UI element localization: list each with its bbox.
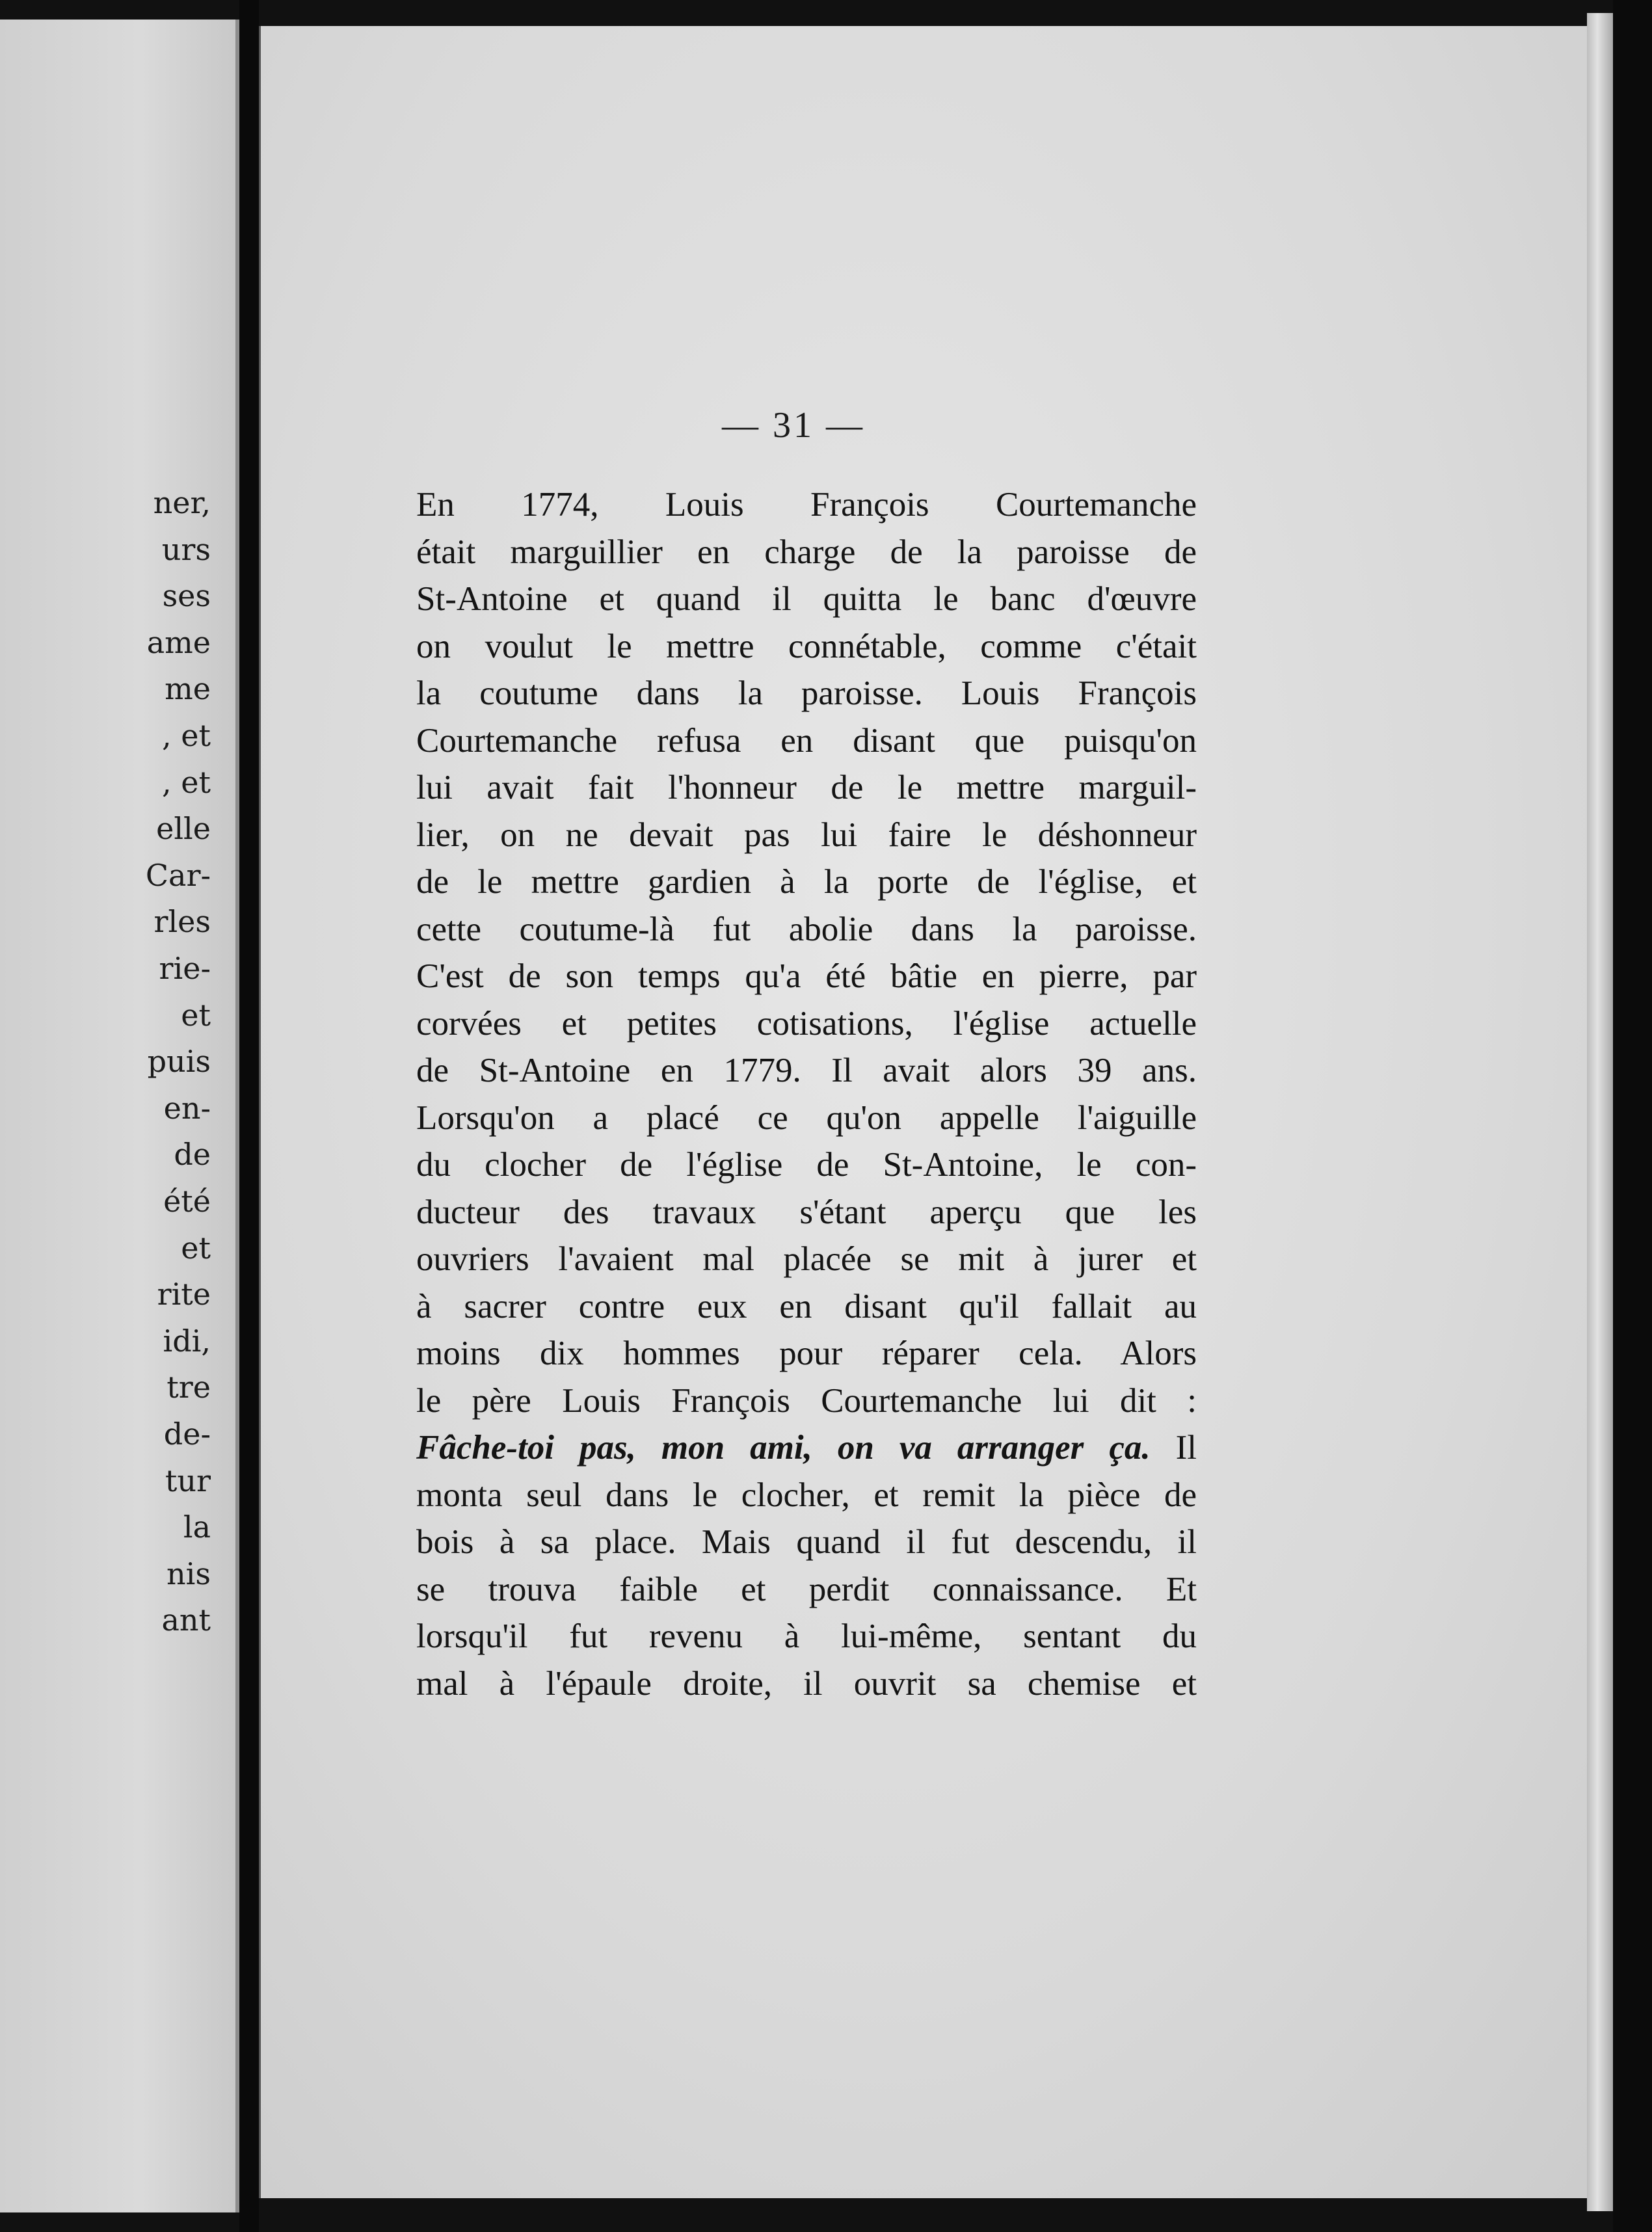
left-page-line-fragment: la — [183, 1509, 211, 1545]
page-number: — 31 — — [722, 405, 865, 445]
page-edge — [1587, 13, 1613, 2211]
text-run: était marguillier en charge de la paroisse de — [416, 533, 1197, 571]
text-line — [416, 1519, 1197, 1566]
text-run: lorsqu'il fut revenu à lui-même, sentant du — [416, 1617, 1197, 1655]
text-run: C'est de son temps qu'a été bâtie en pierre, par — [416, 957, 1197, 995]
left-page-line-fragment: , et — [162, 764, 211, 800]
text-run: on voulut le mettre connétable, comme c'était — [416, 627, 1197, 665]
left-page-line-fragment: tre — [167, 1370, 211, 1405]
left-page-line-fragment: rie- — [159, 951, 211, 986]
text-run: Lorsqu'on a placé ce qu'on appelle l'aiguille — [416, 1098, 1197, 1137]
text-line — [416, 623, 1197, 671]
text-run: mal à l'épaule droite, il ouvrit sa chemise et — [416, 1664, 1197, 1703]
text-line — [416, 1424, 1197, 1472]
text-run: Courtemanche refusa en disant que puisqu'on — [416, 721, 1197, 760]
text-run: du clocher de l'église de St-Antoine, le con- — [416, 1146, 1197, 1184]
text-run: En 1774, Louis François Courtemanche — [416, 486, 1197, 524]
text-line — [416, 481, 1197, 529]
left-page-line-fragment: en- — [163, 1090, 211, 1126]
text-run: de le mettre gardien à la porte de l'église, et — [416, 863, 1197, 901]
text-run: lier, on ne devait pas lui faire le déshonneur — [416, 816, 1197, 854]
italic-phrase: Fâche-toi pas, mon ami, on va arranger ça. — [416, 1429, 1151, 1467]
text-line — [416, 717, 1197, 765]
left-page-line-fragment: tur — [165, 1463, 211, 1498]
text-run: cette coutume-là fut abolie dans la paroisse. — [416, 910, 1197, 948]
left-page-line-fragment: urs — [161, 531, 211, 567]
left-page-line-fragment: et — [181, 997, 211, 1033]
left-page-line-fragment: et — [181, 1230, 211, 1266]
text-line — [416, 812, 1197, 859]
left-page-line-fragment: été — [163, 1184, 211, 1219]
text-line — [416, 1189, 1197, 1236]
text-line — [416, 670, 1197, 717]
left-page-line-fragment: elle — [156, 811, 211, 847]
left-page-line-fragment: idi, — [163, 1323, 211, 1359]
left-page-fragment — [0, 20, 239, 2212]
text-line — [416, 1472, 1197, 1519]
text-line — [416, 906, 1197, 953]
text-line — [416, 576, 1197, 623]
text-line — [416, 1095, 1197, 1142]
text-line — [416, 1047, 1197, 1095]
text-run: le père Louis François Courtemanche lui dit : — [416, 1381, 1197, 1420]
text-run: moins dix hommes pour réparer cela. Alors — [416, 1335, 1197, 1372]
text-line — [416, 1377, 1197, 1425]
text-line — [416, 1141, 1197, 1189]
left-page-line-fragment: nis — [167, 1556, 211, 1591]
text-run: bois à sa place. Mais quand il fut descendu, il — [416, 1523, 1197, 1561]
text-run: monta seul dans le clocher, et remit la pièce de — [416, 1476, 1197, 1514]
text-line — [416, 1236, 1197, 1283]
left-page-line-fragment: ner, — [153, 485, 211, 520]
text-run: à sacrer contre eux en disant qu'il fallait au — [416, 1287, 1197, 1325]
body-text — [416, 481, 1197, 1707]
left-page-line-fragment: rles — [153, 904, 211, 940]
text-run: ouvriers l'avaient mal placée se mit à jurer et — [416, 1240, 1197, 1278]
text-line — [416, 1613, 1197, 1660]
left-page-line-fragment: ant — [161, 1602, 211, 1638]
left-page-line-fragment: de — [174, 1137, 211, 1173]
text-run: ducteur des travaux s'étant aperçu que les — [416, 1193, 1197, 1231]
text-line — [416, 1330, 1197, 1377]
left-page-line-fragment: , et — [162, 718, 211, 753]
left-page-line-fragment: puis — [147, 1044, 211, 1080]
left-page-line-fragment: me — [165, 671, 211, 707]
text-line — [416, 1566, 1197, 1614]
left-page-line-fragment: rite — [157, 1277, 211, 1312]
text-line — [416, 764, 1197, 812]
text-line — [416, 1283, 1197, 1331]
text-line — [416, 1660, 1197, 1708]
text-run: de St-Antoine en 1779. Il avait alors 39 ans. — [416, 1052, 1197, 1089]
text-run: Il — [1150, 1429, 1197, 1467]
text-line — [416, 858, 1197, 906]
text-run: corvées et petites cotisations, l'église actuelle — [416, 1004, 1197, 1043]
book-gutter — [239, 0, 259, 2232]
text-run: se trouva faible et perdit connaissance. Et — [416, 1570, 1197, 1608]
left-page-line-fragment: Car- — [145, 857, 211, 893]
text-line — [416, 953, 1197, 1000]
left-page-line-fragment: ame — [146, 624, 211, 660]
text-line — [416, 1000, 1197, 1048]
left-page-line-fragment: de- — [163, 1416, 211, 1452]
scan-border — [1613, 0, 1652, 2232]
text-run: la coutume dans la paroisse. Louis François — [416, 674, 1197, 712]
text-run: St-Antoine et quand il quitta le banc d'œuvre — [416, 580, 1197, 618]
text-run: lui avait fait l'honneur de le mettre marguil- — [416, 769, 1197, 806]
text-line — [416, 529, 1197, 576]
left-page-line-fragment: ses — [162, 578, 211, 614]
